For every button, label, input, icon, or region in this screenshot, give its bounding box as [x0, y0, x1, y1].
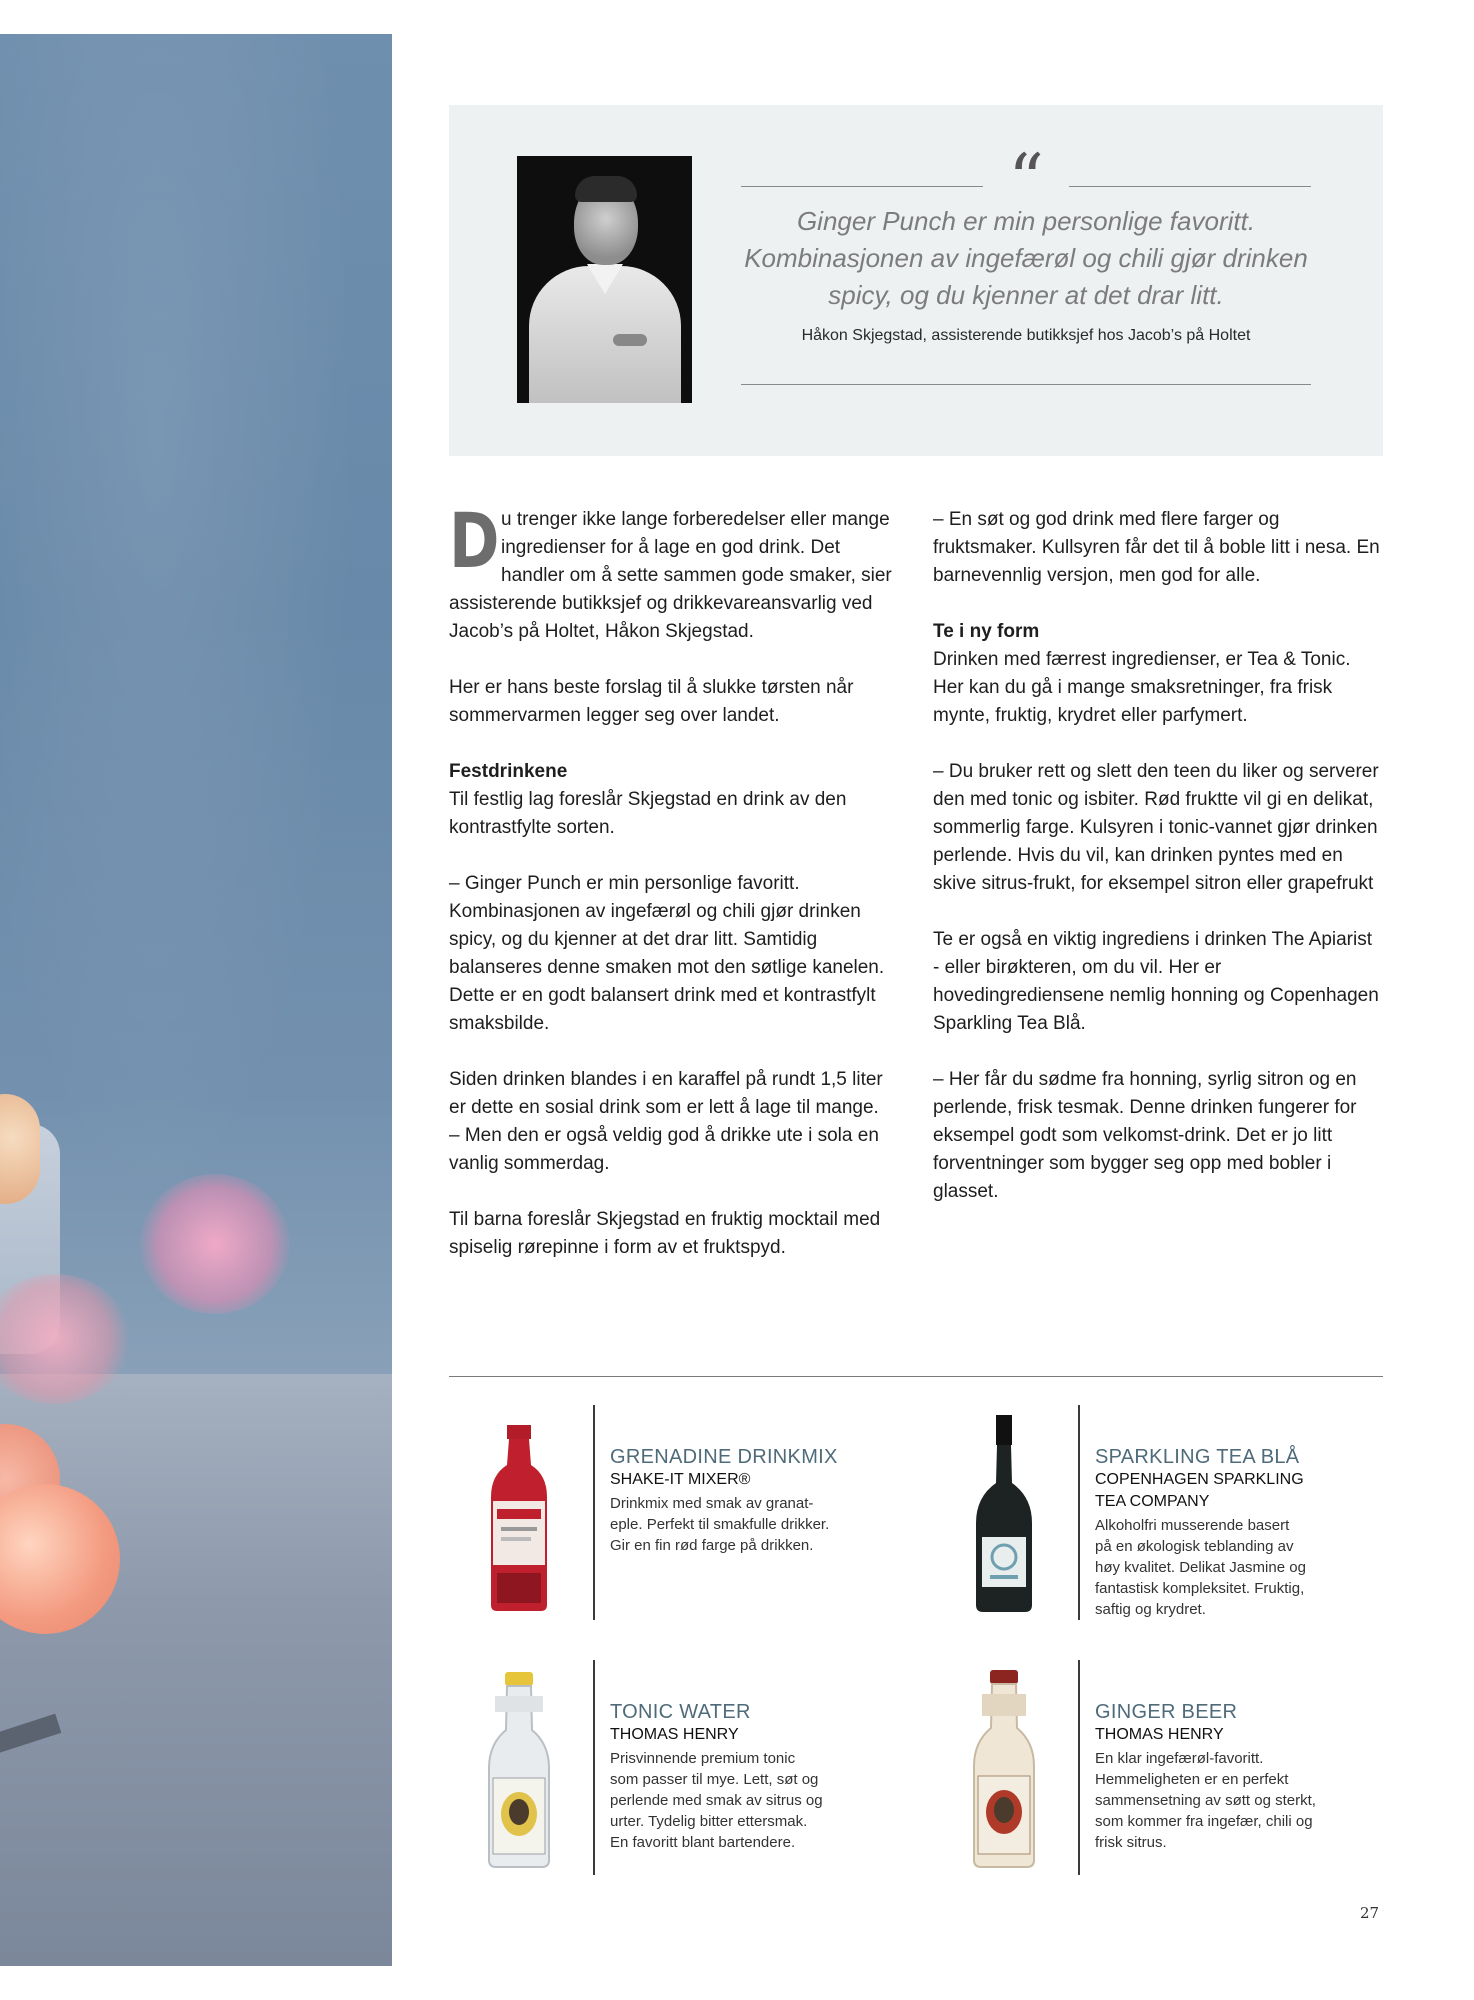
ginger-beer-bottle-icon [934, 1660, 1074, 1875]
grenadine-bottle-icon [449, 1405, 589, 1620]
article-column-left [449, 496, 894, 1290]
quote-text: Ginger Punch er min personlige favoritt. Kombinasjonen av ingefærøl og chili gjør drinken spicy, og du kjenner at det drar litt. [744, 206, 1308, 310]
product-tonic-water [449, 1660, 919, 1875]
product-name: GINGER BEER [1095, 1701, 1238, 1723]
section-divider [449, 1376, 1383, 1377]
product-info [610, 1445, 920, 1556]
intro-text: u trenger ikke lange forberedelser eller mange ingredienser for å lage en god drink. Det handler om å sette sammen gode smaker, sier assisterende butikksjef og drikkevareansvarlig ved Jacob’s på Holtet, Håkon Skjegstad. [449, 509, 892, 642]
product-info [1095, 1700, 1405, 1853]
product-brand: SHAKE-IT MIXER® [610, 1471, 751, 1488]
product-description: Drinkmix med smak av granat- eple. Perfekt til smakfulle drikker. Gir en fin rød farge på drikken. [610, 1495, 830, 1554]
portrait-hair [575, 176, 637, 202]
product-brand: COPENHAGEN SPARKLING TEA COMPANY [1095, 1471, 1304, 1510]
section-heading: Te i ny form [933, 621, 1040, 642]
quote-rule-bottom [741, 384, 1311, 385]
pull-quote-box [449, 105, 1383, 456]
tonic-water-bottle-icon [449, 1660, 589, 1875]
paragraph: – Du bruker rett og slett den teen du liker og serverer den med tonic og isbiter. Rød fruktte vil gi en delikat, sommerlig farge. Kulsyren i tonic-vannet gjør drinken perlende. Hvis du vil, kan drinken pyntes med en skive sitrus-frukt, for eksempel sitron eller grapefrukt [933, 761, 1379, 894]
quote-rule-right [1069, 186, 1311, 187]
product-divider-line [1078, 1405, 1080, 1620]
product-grenadine [449, 1405, 919, 1620]
portrait-logo-badge [613, 334, 647, 346]
page-number: 27 [1360, 1904, 1380, 1922]
drop-cap: D [449, 496, 500, 585]
product-divider-line [1078, 1660, 1080, 1875]
paragraph: Her er hans beste forslag til å slukke tørsten når sommervarmen legger seg over landet. [449, 677, 854, 726]
portrait-photo [517, 156, 692, 403]
article-column-right [933, 506, 1383, 1234]
paragraph: – Ginger Punch er min personlige favoritt. Kombinasjonen av ingefærøl og chili gjør drinken spicy, og du kjenner at det drar litt. Samtidig balanseres denne smaken mot den søtlige kanelen. Dette er en godt balansert drink med et kontrastfylt smaksbilde. [449, 873, 885, 1034]
product-divider-line [593, 1660, 595, 1875]
product-info [1095, 1445, 1405, 1620]
quote-mark-icon: “ [1008, 139, 1044, 221]
photo-pink-flower [140, 1174, 290, 1314]
product-description: Prisvinnende premium tonic som passer til mye. Lett, søt og perlende med smak av sitrus og urter. Tydelig bitter ettersmak. En favoritt blant bartendere. [610, 1750, 823, 1851]
section-heading: Festdrinkene [449, 761, 568, 782]
product-name: TONIC WATER [610, 1701, 751, 1723]
paragraph: Til barna foreslår Skjegstad en fruktig mocktail med spiselig rørepinne i form av et fruktspyd. [449, 1209, 881, 1258]
product-description: En klar ingefærøl-favoritt. Hemmeligheten er en perfekt sammensetning av søtt og sterkt, som kommer fra ingefær, chili og frisk sitrus. [1095, 1750, 1316, 1851]
paragraph: – Men den er også veldig god å drikke ute i sola en vanlig sommerdag. [449, 1125, 879, 1174]
photo-table-surface [0, 1374, 392, 1966]
product-name: SPARKLING TEA BLÅ [1095, 1446, 1300, 1468]
paragraph: Te er også en viktig ingrediens i drinken The Apiarist - eller birøkteren, om du vil. Her er hovedingrediensene nemlig honning og Copenhagen Sparkling Tea Blå. [933, 929, 1379, 1034]
quote-rule-left [741, 186, 983, 187]
photo-citrus-peel [0, 1094, 40, 1204]
paragraph: Drinken med færrest ingredienser, er Tea & Tonic. Her kan du gå i mange smaksretninger, fra frisk mynte, fruktig, krydret eller parfymert. [933, 649, 1351, 726]
product-divider-line [593, 1405, 595, 1620]
quote-attribution: Håkon Skjegstad, assisterende butikksjef hos Jacob’s på Holtet [801, 327, 1251, 344]
product-sparkling-tea [934, 1405, 1404, 1620]
cocktail-photo [0, 34, 392, 1966]
product-name: GRENADINE DRINKMIX [610, 1446, 838, 1468]
product-info [610, 1700, 920, 1853]
product-brand: THOMAS HENRY [1095, 1726, 1224, 1743]
intro-paragraph [449, 496, 894, 646]
sparkling-tea-bottle-icon [934, 1405, 1074, 1620]
paragraph: Til festlig lag foreslår Skjegstad en drink av den kontrastfylte sorten. [449, 789, 847, 838]
product-ginger-beer [934, 1660, 1404, 1875]
paragraph: – Her får du sødme fra honning, syrlig sitron og en perlende, frisk tesmak. Denne drinken fungerer for eksempel godt som velkomst-drink. Det er jo litt forventninger som bygger seg opp med bobler i glasset. [933, 1069, 1357, 1202]
paragraph: – En søt og god drink med flere farger og fruktsmaker. Kullsyren får det til å boble litt i nesa. En barnevennlig versjon, men god for alle. [933, 509, 1380, 586]
product-description: Alkoholfri musserende basert på en økologisk teblanding av høy kvalitet. Delikat Jasmine og fantastisk kompleksitet. Fruktig, saftig og krydret. [1095, 1517, 1306, 1618]
product-brand: THOMAS HENRY [610, 1726, 739, 1743]
paragraph: Siden drinken blandes i en karaffel på rundt 1,5 liter er dette en sosial drink som er lett å lage til mange. [449, 1069, 883, 1118]
